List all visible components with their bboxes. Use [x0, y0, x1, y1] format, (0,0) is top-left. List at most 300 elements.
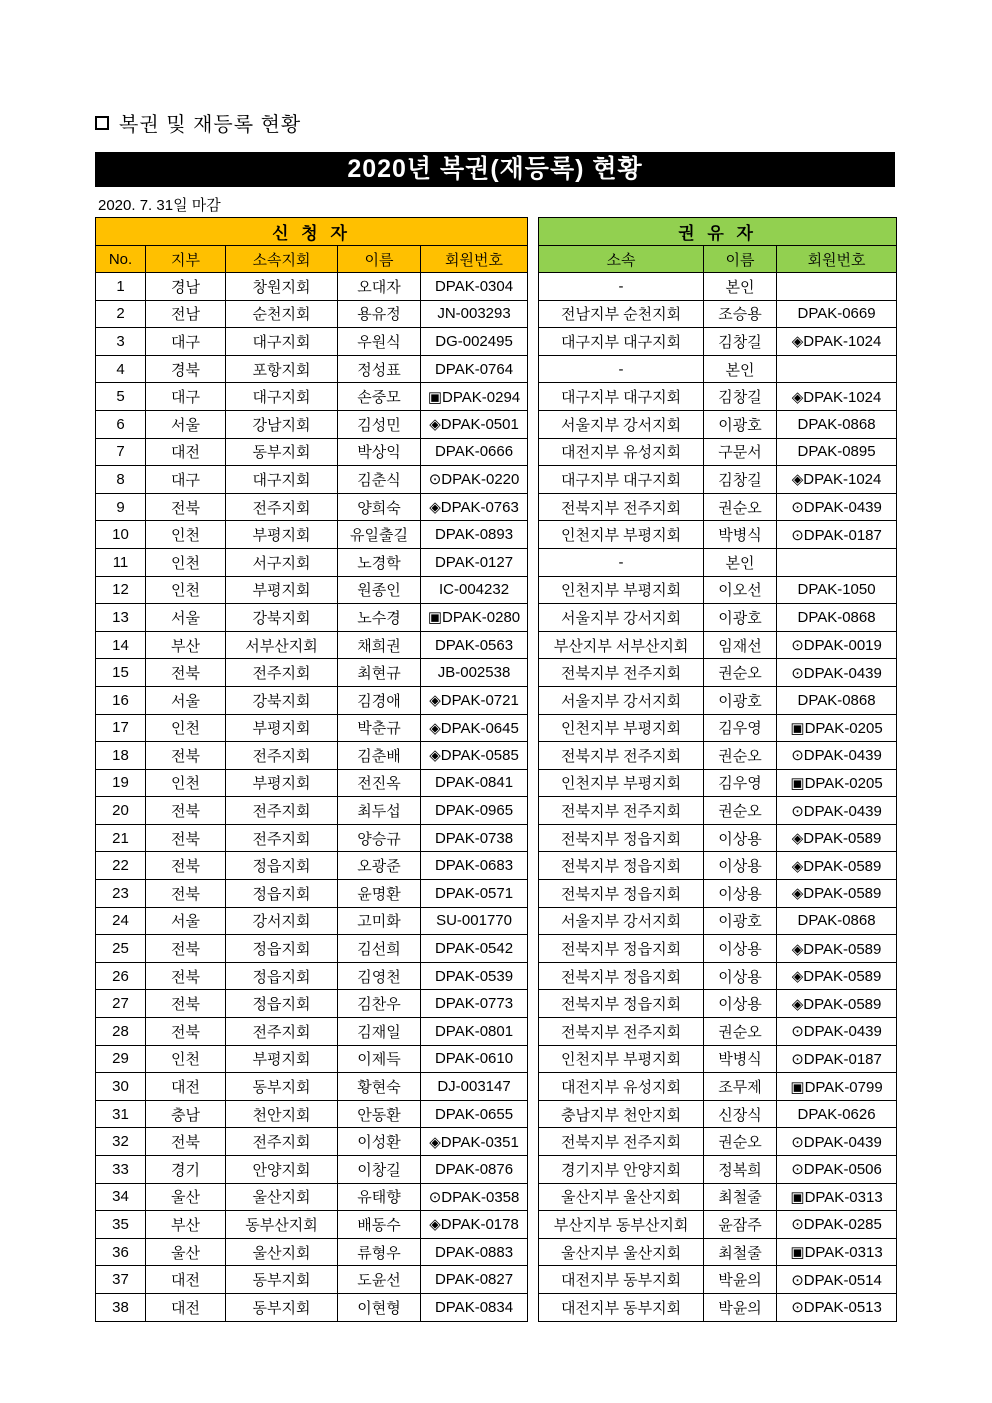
table-row	[539, 935, 897, 963]
cell-chapter: 서부산지회	[226, 631, 338, 659]
cell-sponsor-name: 이상용	[704, 935, 777, 963]
cell-sponsor-affiliation: 서울지부 강서지회	[539, 686, 704, 714]
cell-chapter: 안양지회	[226, 1156, 338, 1184]
cell-branch: 전북	[146, 1018, 226, 1046]
cell-sponsor-name: 김우영	[704, 769, 777, 797]
cell-name: 전진옥	[338, 769, 421, 797]
cell-sponsor-name: 본인	[704, 548, 777, 576]
cell-name: 채희권	[338, 631, 421, 659]
cell-member-no: DPAK-0893	[421, 521, 528, 549]
cell-member-no: IC-004232	[421, 576, 528, 604]
cell-member-no: DJ-003147	[421, 1073, 528, 1101]
table-row	[96, 466, 528, 494]
table-row	[539, 742, 897, 770]
cell-branch: 전북	[146, 990, 226, 1018]
table-row	[96, 410, 528, 438]
cell-branch: 인천	[146, 714, 226, 742]
table-row	[96, 1073, 528, 1101]
cell-branch: 대전	[146, 1073, 226, 1101]
cell-member-no: ▣DPAK-0294	[421, 383, 528, 411]
cell-sponsor-affiliation: 경기지부 안양지회	[539, 1156, 704, 1184]
cell-sponsor-affiliation: 인천지부 부평지회	[539, 769, 704, 797]
cell-branch: 인천	[146, 769, 226, 797]
applicant-column-header-row	[96, 246, 528, 273]
table-row	[96, 438, 528, 466]
cell-branch: 서울	[146, 604, 226, 632]
cell-sponsor-member-no: ▣DPAK-0205	[777, 769, 897, 797]
cell-branch: 전북	[146, 880, 226, 908]
banner-title: 2020년 복권(재등록) 현황	[95, 152, 895, 187]
cell-chapter: 부평지회	[226, 769, 338, 797]
table-row	[539, 1073, 897, 1101]
cell-branch: 전북	[146, 935, 226, 963]
cell-sponsor-name: 윤잠주	[704, 1211, 777, 1239]
cell-chapter: 전주지회	[226, 493, 338, 521]
cell-sponsor-affiliation: 울산지부 울산지회	[539, 1238, 704, 1266]
table-row	[96, 328, 528, 356]
cell-sponsor-affiliation: 대구지부 대구지회	[539, 328, 704, 356]
cell-no: 24	[96, 907, 146, 935]
applicant-group-header: 신 청 자	[96, 218, 528, 246]
cell-chapter: 울산지회	[226, 1238, 338, 1266]
cell-name: 안동환	[338, 1100, 421, 1128]
cell-branch: 대전	[146, 1293, 226, 1321]
cell-chapter: 창원지회	[226, 273, 338, 301]
cell-no: 33	[96, 1156, 146, 1184]
cell-name: 윤명환	[338, 880, 421, 908]
applicant-table	[95, 217, 528, 1322]
cell-sponsor-affiliation: 전북지부 전주지회	[539, 1128, 704, 1156]
cell-sponsor-affiliation: 전북지부 정읍지회	[539, 824, 704, 852]
cell-sponsor-name: 이상용	[704, 824, 777, 852]
cell-member-no: DPAK-0666	[421, 438, 528, 466]
column-header-name: 이름	[338, 246, 421, 273]
cell-sponsor-member-no: ⊙DPAK-0439	[777, 797, 897, 825]
cell-sponsor-affiliation: 서울지부 강서지회	[539, 604, 704, 632]
cell-member-no: ▣DPAK-0280	[421, 604, 528, 632]
cell-no: 1	[96, 273, 146, 301]
cell-name: 이제득	[338, 1045, 421, 1073]
column-header-branch: 지부	[146, 246, 226, 273]
cell-no: 13	[96, 604, 146, 632]
cell-name: 우원식	[338, 328, 421, 356]
cell-no: 28	[96, 1018, 146, 1046]
table-row	[96, 907, 528, 935]
cell-branch: 경기	[146, 1156, 226, 1184]
cell-chapter: 서구지회	[226, 548, 338, 576]
cell-sponsor-member-no: DPAK-0895	[777, 438, 897, 466]
table-row	[539, 383, 897, 411]
table-row	[96, 880, 528, 908]
table-row	[96, 935, 528, 963]
table-row	[96, 521, 528, 549]
cell-sponsor-affiliation: 서울지부 강서지회	[539, 907, 704, 935]
column-header-member-no: 회원번호	[421, 246, 528, 273]
cell-branch: 충남	[146, 1100, 226, 1128]
cell-member-no: SU-001770	[421, 907, 528, 935]
cell-chapter: 대구지회	[226, 328, 338, 356]
column-header-sponsor-name: 이름	[704, 246, 777, 273]
cell-sponsor-name: 이광호	[704, 907, 777, 935]
cell-member-no: DPAK-0827	[421, 1266, 528, 1294]
cell-branch: 전북	[146, 493, 226, 521]
cell-sponsor-name: 이상용	[704, 990, 777, 1018]
table-row	[539, 852, 897, 880]
cell-sponsor-name: 권순오	[704, 1018, 777, 1046]
cell-chapter: 천안지회	[226, 1100, 338, 1128]
table-row	[96, 1100, 528, 1128]
cell-branch: 서울	[146, 907, 226, 935]
cell-no: 17	[96, 714, 146, 742]
cell-name: 고미화	[338, 907, 421, 935]
cell-sponsor-affiliation: 대전지부 유성지회	[539, 438, 704, 466]
table-row	[539, 410, 897, 438]
cell-sponsor-member-no: ◈DPAK-1024	[777, 383, 897, 411]
cell-sponsor-affiliation: 전북지부 정읍지회	[539, 962, 704, 990]
tables-container	[95, 217, 895, 1322]
cell-sponsor-affiliation: 울산지부 울산지회	[539, 1183, 704, 1211]
table-row	[539, 328, 897, 356]
cell-name: 박춘규	[338, 714, 421, 742]
cell-name: 김선희	[338, 935, 421, 963]
applicant-table-body	[96, 273, 528, 1322]
cell-branch: 서울	[146, 686, 226, 714]
cell-member-no: DPAK-0841	[421, 769, 528, 797]
table-row	[539, 1238, 897, 1266]
cell-no: 3	[96, 328, 146, 356]
cell-sponsor-name: 본인	[704, 273, 777, 301]
cell-sponsor-name: 이광호	[704, 686, 777, 714]
cell-no: 5	[96, 383, 146, 411]
cell-chapter: 강서지회	[226, 907, 338, 935]
cell-sponsor-affiliation: 부산지부 동부산지회	[539, 1211, 704, 1239]
column-header-affiliation: 소속	[539, 246, 704, 273]
table-row	[539, 880, 897, 908]
cell-sponsor-name: 박병식	[704, 521, 777, 549]
cell-branch: 경북	[146, 355, 226, 383]
cell-name: 김성민	[338, 410, 421, 438]
cell-sponsor-member-no: ◈DPAK-0589	[777, 880, 897, 908]
cell-member-no: ◈DPAK-0501	[421, 410, 528, 438]
table-row	[539, 1045, 897, 1073]
cell-name: 김재일	[338, 1018, 421, 1046]
cell-branch: 인천	[146, 576, 226, 604]
cell-sponsor-affiliation: 대구지부 대구지회	[539, 383, 704, 411]
cell-branch: 대전	[146, 438, 226, 466]
cell-name: 황현숙	[338, 1073, 421, 1101]
cell-no: 14	[96, 631, 146, 659]
cell-no: 30	[96, 1073, 146, 1101]
cell-sponsor-affiliation: 인천지부 부평지회	[539, 1045, 704, 1073]
cell-sponsor-affiliation: 전북지부 전주지회	[539, 742, 704, 770]
table-row	[96, 300, 528, 328]
cell-chapter: 전주지회	[226, 659, 338, 687]
cell-branch: 전북	[146, 824, 226, 852]
cell-branch: 대전	[146, 1266, 226, 1294]
cell-no: 25	[96, 935, 146, 963]
cell-sponsor-affiliation: 전북지부 정읍지회	[539, 990, 704, 1018]
cell-chapter: 강북지회	[226, 686, 338, 714]
cell-sponsor-name: 최철줄	[704, 1183, 777, 1211]
table-row	[96, 383, 528, 411]
cell-branch: 울산	[146, 1183, 226, 1211]
cell-member-no: ◈DPAK-0585	[421, 742, 528, 770]
cell-sponsor-affiliation: 대전지부 유성지회	[539, 1073, 704, 1101]
cell-member-no: DPAK-0563	[421, 631, 528, 659]
cell-chapter: 강북지회	[226, 604, 338, 632]
table-row	[539, 1018, 897, 1046]
cell-sponsor-member-no: ⊙DPAK-0514	[777, 1266, 897, 1294]
cell-sponsor-name: 이오선	[704, 576, 777, 604]
cell-member-no: ◈DPAK-0645	[421, 714, 528, 742]
table-row	[539, 1266, 897, 1294]
cell-name: 최현규	[338, 659, 421, 687]
table-row	[96, 686, 528, 714]
cell-no: 7	[96, 438, 146, 466]
cell-branch: 부산	[146, 1211, 226, 1239]
recommender-column-header-row	[539, 246, 897, 273]
cell-sponsor-member-no: DPAK-0669	[777, 300, 897, 328]
cell-sponsor-affiliation: 전북지부 전주지회	[539, 493, 704, 521]
cell-sponsor-member-no	[777, 548, 897, 576]
cell-sponsor-name: 권순오	[704, 742, 777, 770]
cell-no: 15	[96, 659, 146, 687]
cell-sponsor-member-no	[777, 273, 897, 301]
table-row	[539, 273, 897, 301]
cell-sponsor-affiliation: 전북지부 전주지회	[539, 659, 704, 687]
cell-sponsor-member-no	[777, 355, 897, 383]
cell-chapter: 전주지회	[226, 824, 338, 852]
cell-chapter: 전주지회	[226, 1018, 338, 1046]
cell-sponsor-name: 이상용	[704, 962, 777, 990]
table-row	[96, 824, 528, 852]
cell-chapter: 대구지회	[226, 466, 338, 494]
cell-member-no: DPAK-0834	[421, 1293, 528, 1321]
table-row	[539, 714, 897, 742]
table-row	[96, 1045, 528, 1073]
cell-member-no: ◈DPAK-0763	[421, 493, 528, 521]
cell-no: 22	[96, 852, 146, 880]
cell-sponsor-member-no: ⊙DPAK-0439	[777, 1018, 897, 1046]
cell-sponsor-name: 본인	[704, 355, 777, 383]
recommender-table-body	[539, 273, 897, 1322]
cell-name: 배동수	[338, 1211, 421, 1239]
cell-sponsor-affiliation: 전북지부 전주지회	[539, 1018, 704, 1046]
cell-member-no: DPAK-0127	[421, 548, 528, 576]
table-row	[96, 659, 528, 687]
table-row	[539, 548, 897, 576]
cell-branch: 서울	[146, 410, 226, 438]
cell-sponsor-affiliation: -	[539, 273, 704, 301]
cell-sponsor-name: 정복희	[704, 1156, 777, 1184]
cell-sponsor-name: 박병식	[704, 1045, 777, 1073]
table-row	[96, 797, 528, 825]
cell-branch: 인천	[146, 521, 226, 549]
recommender-group-header-row	[539, 218, 897, 246]
cell-chapter: 부평지회	[226, 714, 338, 742]
cell-name: 김경애	[338, 686, 421, 714]
cell-branch: 대구	[146, 466, 226, 494]
cell-sponsor-name: 권순오	[704, 659, 777, 687]
cell-member-no: DPAK-0883	[421, 1238, 528, 1266]
cell-no: 31	[96, 1100, 146, 1128]
cell-name: 양희숙	[338, 493, 421, 521]
table-row	[96, 1183, 528, 1211]
cell-no: 11	[96, 548, 146, 576]
cell-branch: 전북	[146, 962, 226, 990]
cell-sponsor-affiliation: 전북지부 정읍지회	[539, 935, 704, 963]
cell-name: 이현형	[338, 1293, 421, 1321]
table-row	[539, 686, 897, 714]
cell-sponsor-affiliation: 전북지부 전주지회	[539, 797, 704, 825]
cell-name: 정성표	[338, 355, 421, 383]
cell-sponsor-member-no: ▣DPAK-0313	[777, 1238, 897, 1266]
cell-no: 4	[96, 355, 146, 383]
cell-no: 27	[96, 990, 146, 1018]
cell-name: 오대자	[338, 273, 421, 301]
cell-sponsor-member-no: ◈DPAK-0589	[777, 962, 897, 990]
table-row	[539, 824, 897, 852]
recommender-table	[538, 217, 897, 1322]
table-row	[539, 576, 897, 604]
cell-sponsor-member-no: ⊙DPAK-0439	[777, 742, 897, 770]
cell-no: 9	[96, 493, 146, 521]
cell-chapter: 부평지회	[226, 1045, 338, 1073]
cell-member-no: JB-002538	[421, 659, 528, 687]
cell-sponsor-affiliation: 인천지부 부평지회	[539, 521, 704, 549]
cell-name: 유태향	[338, 1183, 421, 1211]
cell-member-no: DPAK-0876	[421, 1156, 528, 1184]
cell-no: 10	[96, 521, 146, 549]
cell-name: 원종인	[338, 576, 421, 604]
cell-sponsor-affiliation: 서울지부 강서지회	[539, 410, 704, 438]
table-row	[96, 1156, 528, 1184]
cell-name: 노수경	[338, 604, 421, 632]
table-row	[96, 1266, 528, 1294]
cell-chapter: 전주지회	[226, 742, 338, 770]
cell-sponsor-member-no: ⊙DPAK-0187	[777, 521, 897, 549]
cell-sponsor-member-no: ▣DPAK-0799	[777, 1073, 897, 1101]
cell-sponsor-affiliation: 전북지부 정읍지회	[539, 880, 704, 908]
cell-chapter: 동부지회	[226, 1073, 338, 1101]
cell-sponsor-affiliation: 인천지부 부평지회	[539, 714, 704, 742]
cell-name: 김춘식	[338, 466, 421, 494]
cell-name: 용유정	[338, 300, 421, 328]
cell-sponsor-member-no: ◈DPAK-1024	[777, 466, 897, 494]
cell-sponsor-name: 김창길	[704, 466, 777, 494]
cell-no: 12	[96, 576, 146, 604]
table-row	[539, 521, 897, 549]
table-row	[539, 355, 897, 383]
cell-name: 김찬우	[338, 990, 421, 1018]
cell-no: 6	[96, 410, 146, 438]
deadline-text: 2020. 7. 31일 마감	[98, 197, 221, 214]
cell-sponsor-affiliation: 대전지부 동부지회	[539, 1293, 704, 1321]
table-row	[96, 355, 528, 383]
table-row	[96, 273, 528, 301]
cell-chapter: 동부지회	[226, 1266, 338, 1294]
cell-chapter: 대구지회	[226, 383, 338, 411]
cell-branch: 울산	[146, 1238, 226, 1266]
cell-member-no: ◈DPAK-0721	[421, 686, 528, 714]
cell-sponsor-name: 김우영	[704, 714, 777, 742]
cell-sponsor-member-no: ◈DPAK-0589	[777, 852, 897, 880]
table-row	[539, 1156, 897, 1184]
table-row	[96, 604, 528, 632]
cell-member-no: DPAK-0801	[421, 1018, 528, 1046]
cell-sponsor-member-no: ⊙DPAK-0439	[777, 1128, 897, 1156]
cell-chapter: 울산지회	[226, 1183, 338, 1211]
cell-no: 32	[96, 1128, 146, 1156]
cell-no: 2	[96, 300, 146, 328]
cell-branch: 대구	[146, 328, 226, 356]
cell-sponsor-member-no: ⊙DPAK-0439	[777, 493, 897, 521]
cell-no: 8	[96, 466, 146, 494]
recommender-group-header: 권 유 자	[539, 218, 897, 246]
cell-chapter: 정읍지회	[226, 852, 338, 880]
cell-sponsor-member-no: ◈DPAK-1024	[777, 328, 897, 356]
cell-sponsor-member-no: ⊙DPAK-0187	[777, 1045, 897, 1073]
cell-name: 노경학	[338, 548, 421, 576]
table-row	[539, 438, 897, 466]
cell-sponsor-name: 신장식	[704, 1100, 777, 1128]
cell-chapter: 동부지회	[226, 1293, 338, 1321]
cell-no: 29	[96, 1045, 146, 1073]
cell-name: 손중모	[338, 383, 421, 411]
cell-sponsor-member-no: DPAK-0868	[777, 410, 897, 438]
cell-name: 도윤선	[338, 1266, 421, 1294]
cell-name: 이성환	[338, 1128, 421, 1156]
cell-member-no: ◈DPAK-0178	[421, 1211, 528, 1239]
cell-no: 35	[96, 1211, 146, 1239]
cell-no: 19	[96, 769, 146, 797]
square-bullet-icon	[95, 116, 109, 130]
cell-sponsor-affiliation: -	[539, 355, 704, 383]
cell-branch: 인천	[146, 548, 226, 576]
cell-member-no: DPAK-0738	[421, 824, 528, 852]
cell-sponsor-member-no: ⊙DPAK-0019	[777, 631, 897, 659]
cell-chapter: 동부지회	[226, 438, 338, 466]
cell-sponsor-member-no: DPAK-0868	[777, 907, 897, 935]
cell-no: 37	[96, 1266, 146, 1294]
table-row	[539, 493, 897, 521]
cell-no: 23	[96, 880, 146, 908]
cell-sponsor-name: 김창길	[704, 328, 777, 356]
cell-no: 18	[96, 742, 146, 770]
cell-member-no: DPAK-0539	[421, 962, 528, 990]
table-row	[96, 1211, 528, 1239]
table-row	[539, 769, 897, 797]
cell-sponsor-member-no: DPAK-0868	[777, 604, 897, 632]
table-row	[539, 990, 897, 1018]
cell-sponsor-name: 이상용	[704, 880, 777, 908]
cell-branch: 전북	[146, 742, 226, 770]
cell-sponsor-affiliation: -	[539, 548, 704, 576]
table-row	[539, 1128, 897, 1156]
cell-chapter: 부평지회	[226, 521, 338, 549]
table-row	[539, 1293, 897, 1321]
cell-sponsor-member-no: ⊙DPAK-0513	[777, 1293, 897, 1321]
table-row	[539, 659, 897, 687]
cell-no: 20	[96, 797, 146, 825]
cell-name: 오광준	[338, 852, 421, 880]
cell-branch: 전북	[146, 659, 226, 687]
cell-sponsor-affiliation: 대구지부 대구지회	[539, 466, 704, 494]
cell-sponsor-name: 권순오	[704, 493, 777, 521]
cell-sponsor-member-no: ▣DPAK-0313	[777, 1183, 897, 1211]
cell-branch: 부산	[146, 631, 226, 659]
cell-branch: 전북	[146, 797, 226, 825]
